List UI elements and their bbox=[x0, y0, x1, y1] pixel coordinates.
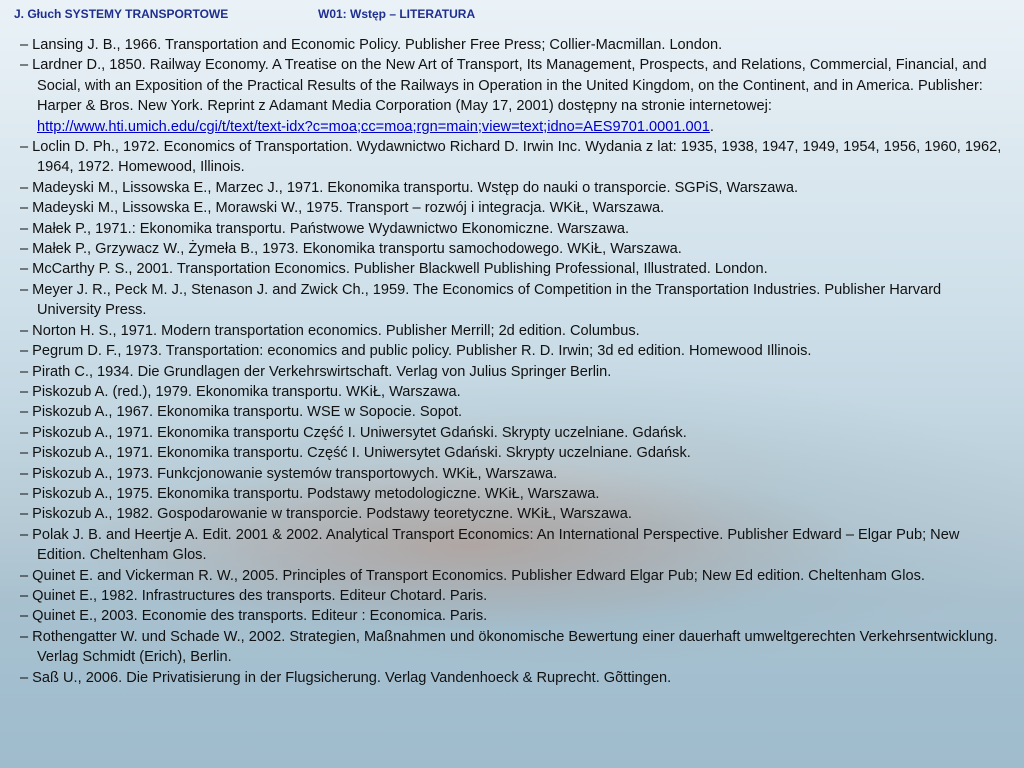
reference-item bbox=[20, 321, 1006, 341]
list-dash: – bbox=[20, 608, 33, 625]
reference-text: Norton H. S., 1971. Modern transportation economics. Publisher Merrill; 2d edition. Columbus. bbox=[32, 322, 640, 339]
header-lecture-title: W01: Wstęp – LITERATURA bbox=[318, 7, 476, 21]
reference-item bbox=[20, 464, 1006, 484]
reference-item bbox=[20, 504, 1006, 524]
slide-header bbox=[14, 7, 1014, 25]
list-dash: – bbox=[20, 281, 33, 298]
reference-text: Piskozub A. (red.), 1979. Ekonomika transportu. WKiŁ, Warszawa. bbox=[32, 383, 461, 400]
reference-item bbox=[20, 484, 1006, 504]
reference-text: Meyer J. R., Peck M. J., Stenason J. and Zwick Ch., 1959. The Economics of Competition in the Transportation Industries. Publisher Harvard University Press. bbox=[32, 281, 942, 319]
list-dash: – bbox=[20, 526, 33, 543]
reference-text: Piskozub A., 1982. Gospodarowanie w transporcie. Podstawy teoretyczne. WKiŁ, Warszawa. bbox=[32, 506, 632, 523]
list-dash: – bbox=[20, 57, 33, 74]
list-dash: – bbox=[20, 485, 33, 502]
reference-text: Polak J. B. and Heertje A. Edit. 2001 & 2002. Analytical Transport Economics: An International Perspective. Publisher Edward – Elgar Pub; New Edition. Cheltenham Glos. bbox=[32, 526, 960, 564]
reference-text: Pirath C., 1934. Die Grundlagen der Verkehrswirtschaft. Verlag von Julius Springer Berlin. bbox=[32, 363, 612, 380]
reference-item bbox=[20, 55, 1006, 137]
list-dash: – bbox=[20, 383, 33, 400]
list-dash: – bbox=[20, 424, 33, 441]
reference-text: Lardner D., 1850. Railway Economy. A Treatise on the New Art of Transport, Its Management, Prospects, and Relations, Commercial, Financial, and Social, with an Exposition of the Practical Results of the Railways in Operation in the United Kingdom, on the Continent, and in America. Publisher: Harper & Bros. New York. Reprint z Adamant Media Corporation (May 17, 2001) dostępny na stronie internetowej: bbox=[32, 57, 987, 115]
reference-item bbox=[20, 627, 1006, 668]
reference-text: Loclin D. Ph., 1972. Economics of Transportation. Wydawnictwo Richard D. Irwin Inc. Wydania z lat: 1935, 1938, 1947, 1949, 1954, 1956, 1960, 1962, 1964, 1972. Homewood, Illinois. bbox=[32, 139, 1002, 176]
reference-text: Madeyski M., Lissowska E., Morawski W., 1975. Transport – rozwój i integracja. WKiŁ, Warszawa. bbox=[32, 200, 665, 217]
reference-item bbox=[20, 586, 1006, 606]
reference-text: Quinet E. and Vickerman R. W., 2005. Principles of Transport Economics. Publisher Edward Elgar Pub; New Ed edition. Cheltenham Glos. bbox=[32, 567, 925, 584]
reference-item bbox=[20, 525, 1006, 566]
reference-item bbox=[20, 668, 1006, 688]
reference-item bbox=[20, 198, 1006, 218]
header-course-title: J. Głuch SYSTEMY TRANSPORTOWE bbox=[14, 7, 229, 21]
reference-text: Quinet E., 2003. Economie des transports. Editeur : Economica. Paris. bbox=[32, 608, 488, 625]
list-dash: – bbox=[20, 220, 33, 237]
list-dash: – bbox=[20, 179, 33, 196]
reference-item bbox=[20, 423, 1006, 443]
list-dash: – bbox=[20, 506, 33, 523]
reference-text: Piskozub A., 1975. Ekonomika transportu. Podstawy metodologiczne. WKiŁ, Warszawa. bbox=[32, 485, 600, 502]
reference-list bbox=[20, 35, 1006, 688]
reference-text: Saß U., 2006. Die Privatisierung in der Flugsicherung. Verlag Vandenhoeck & Ruprecht. Gõttingen. bbox=[32, 669, 672, 686]
list-dash: – bbox=[20, 587, 33, 604]
list-dash: – bbox=[20, 200, 33, 217]
reference-item bbox=[20, 443, 1006, 463]
list-dash: – bbox=[20, 139, 33, 156]
reference-item bbox=[20, 137, 1006, 178]
reference-item bbox=[20, 606, 1006, 626]
list-dash: – bbox=[20, 322, 33, 339]
list-dash: – bbox=[20, 445, 33, 462]
reference-item bbox=[20, 402, 1006, 422]
reference-text: Pegrum D. F., 1973. Transportation: economics and public policy. Publisher R. D. Irwin; 3d ed edition. Homewood Illinois. bbox=[32, 343, 812, 360]
reference-text: Lansing J. B., 1966. Transportation and Economic Policy. Publisher Free Press; Collier-Macmillan. London. bbox=[32, 37, 723, 53]
reference-text: Piskozub A., 1971. Ekonomika transportu. Część I. Uniwersytet Gdański. Skrypty uczelniane. Gdańsk. bbox=[32, 445, 691, 462]
reference-item bbox=[20, 35, 1006, 55]
reference-item bbox=[20, 341, 1006, 361]
reference-text: Piskozub A., 1967. Ekonomika transportu. WSE w Sopocie. Sopot. bbox=[32, 404, 463, 421]
list-dash: – bbox=[20, 404, 33, 421]
reference-text: Quinet E., 1982. Infrastructures des transports. Editeur Chotard. Paris. bbox=[32, 587, 488, 604]
reference-text: McCarthy P. S., 2001. Transportation Economics. Publisher Blackwell Publishing Professional, Illustrated. London. bbox=[32, 261, 768, 278]
reference-item bbox=[20, 259, 1006, 279]
reference-item bbox=[20, 219, 1006, 239]
list-dash: – bbox=[20, 241, 33, 258]
list-dash: – bbox=[20, 363, 33, 380]
list-dash: – bbox=[20, 567, 33, 584]
reference-text: Piskozub A., 1973. Funkcjonowanie systemów transportowych. WKiŁ, Warszawa. bbox=[32, 465, 558, 482]
list-dash: – bbox=[20, 669, 33, 686]
list-dash: – bbox=[20, 37, 33, 53]
reference-item bbox=[20, 178, 1006, 198]
reference-text: Piskozub A., 1971. Ekonomika transportu Część I. Uniwersytet Gdański. Skrypty uczelniane. Gdańsk. bbox=[32, 424, 687, 441]
reference-item bbox=[20, 280, 1006, 321]
reference-item bbox=[20, 566, 1006, 586]
list-dash: – bbox=[20, 343, 33, 360]
list-dash: – bbox=[20, 465, 33, 482]
reference-text: Madeyski M., Lissowska E., Marzec J., 1971. Ekonomika transportu. Wstęp do nauki o transporcie. SGPiS, Warszawa. bbox=[32, 179, 799, 196]
reference-text: Małek P., 1971.: Ekonomika transportu. Państwowe Wydawnictwo Ekonomiczne. Warszawa. bbox=[32, 220, 630, 237]
reference-text-end: . bbox=[709, 118, 714, 135]
reference-text: Małek P., Grzywacz W., Żymeła B., 1973. Ekonomika transportu samochodowego. WKiŁ, Warszawa. bbox=[32, 241, 682, 258]
list-dash: – bbox=[20, 628, 33, 645]
reference-item bbox=[20, 362, 1006, 382]
reference-text: Rothengatter W. und Schade W., 2002. Strategien, Maßnahmen und ökonomische Bewertung einer dauerhaft umweltgerechten Verkehrsentwicklung. Verlag Schmidt (Erich), Berlin. bbox=[32, 628, 998, 666]
list-dash: – bbox=[20, 261, 33, 278]
reference-link[interactable]: http://www.hti.umich.edu/cgi/t/text/text-idx?c=moa;cc=moa;rgn=main;view=text;idno=AES9701.0001.001 bbox=[37, 118, 710, 135]
reference-item bbox=[20, 239, 1006, 259]
reference-item bbox=[20, 382, 1006, 402]
